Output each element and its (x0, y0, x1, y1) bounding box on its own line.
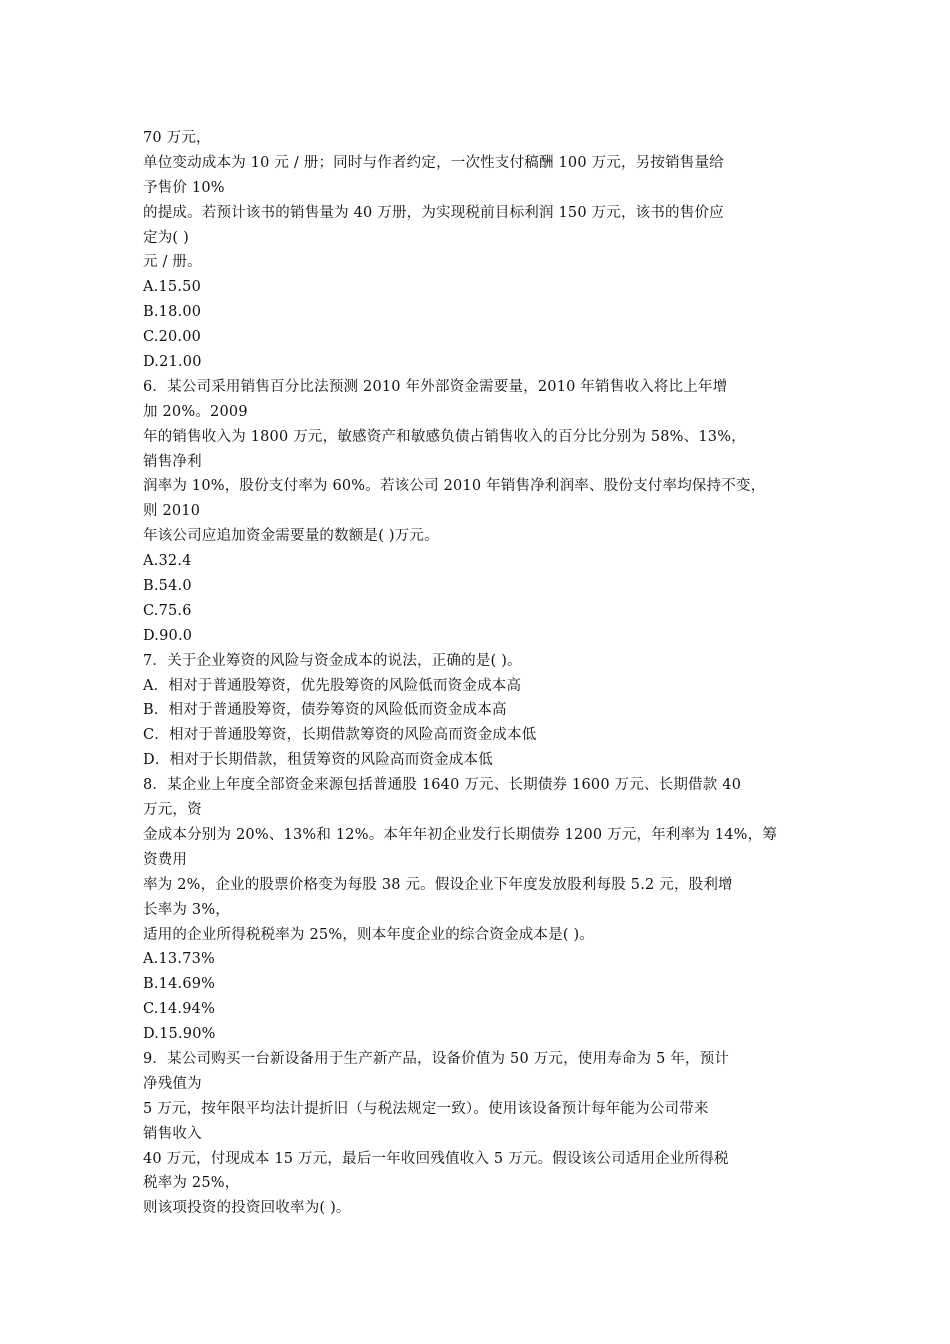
option-b: B.54.0 (143, 578, 192, 595)
text-line: 金成本分别为 20%、13%和 12%。本年年初企业发行长期债券 1200 万元，年利率为 14%，筹 (143, 826, 778, 843)
text-line: 40 万元，付现成本 15 万元，最后一年收回残值收入 5 万元。假设该公司适用企业所得税 (143, 1150, 729, 1167)
option-b: B．相对于普通股筹资，债券筹资的风险低而资金成本高 (143, 702, 507, 719)
option-b: B.18.00 (143, 304, 202, 321)
option-c: C.75.6 (143, 602, 192, 619)
text-line: 年该公司应追加资金需要量的数额是( )万元。 (143, 528, 439, 545)
text-line: 税率为 25%， (143, 1175, 240, 1192)
option-c: C．相对于普通股筹资，长期借款筹资的风险高而资金成本低 (143, 727, 537, 744)
text-line: 销售收入 (143, 1125, 202, 1142)
text-line: 资费用 (143, 851, 188, 868)
option-d: D.15.90% (143, 1026, 216, 1043)
text-line: 率为 2%，企业的股票价格变为每股 38 元。假设企业下年度发放股利每股 5.2 元，股利增 (143, 876, 733, 893)
option-b: B.14.69% (143, 976, 216, 993)
text-line: 5 万元，按年限平均法计提折旧（与税法规定一致）。使用该设备预计每年能为公司带来 (143, 1100, 709, 1117)
question-6-text: 6．某公司采用销售百分比法预测 2010 年外部资金需要量，2010 年销售收入将比上年增 (143, 378, 728, 395)
option-a: A.32.4 (143, 553, 192, 570)
option-a: A．相对于普通股筹资，优先股筹资的风险低而资金成本高 (143, 677, 522, 694)
option-a: A.15.50 (143, 279, 201, 296)
text-line: 单位变动成本为 10 元 / 册；同时与作者约定，一次性支付稿酬 100 万元，另按销售量给 (143, 154, 724, 171)
text-line: 年的销售收入为 1800 万元，敏感资产和敏感负债占销售收入的百分比分别为 58%、13%， (143, 428, 746, 445)
text-line: 销售净利 (143, 453, 202, 470)
option-d: D．相对于长期借款，租赁筹资的风险高而资金成本低 (143, 752, 493, 769)
question-8-text: 8．某企业上年度全部资金来源包括普通股 1640 万元、长期债券 1600 万元、长期借款 40 (143, 777, 742, 794)
question-7-text: 7．关于企业筹资的风险与资金成本的说法，正确的是( )。 (143, 652, 522, 669)
text-line: 70 万元， (143, 130, 211, 146)
option-c: C.14.94% (143, 1001, 216, 1018)
text-line: 净残值为 (143, 1075, 202, 1092)
text-line: 则 2010 (143, 503, 201, 520)
text-line: 长率为 3%， (143, 901, 231, 918)
option-c: C.20.00 (143, 329, 202, 346)
question-9-text: 9．某公司购买一台新设备用于生产新产品，设备价值为 50 万元，使用寿命为 5 年，预计 (143, 1050, 730, 1067)
option-d: D.21.00 (143, 354, 202, 371)
option-a: A.13.73% (143, 951, 215, 968)
text-line: 元 / 册。 (143, 254, 202, 271)
text-line: 的提成。若预计该书的销售量为 40 万册，为实现税前目标利润 150 万元，该书的售价应 (143, 204, 724, 221)
option-d: D.90.0 (143, 627, 193, 644)
text-line: 加 20%。2009 (143, 403, 248, 420)
text-line: 万元，资 (143, 802, 202, 819)
text-line: 润率为 10%，股份支付率为 60%。若该公司 2010 年销售净利润率、股份支付率均保持不变， (143, 478, 766, 495)
text-line: 适用的企业所得税税率为 25%，则本年度企业的综合资金成本是( )。 (143, 926, 595, 943)
text-line: 予售价 10% (143, 179, 225, 196)
text-line: 则该项投资的投资回收率为( )。 (143, 1200, 351, 1217)
text-line: 定为( ) (143, 229, 189, 246)
document-body (143, 126, 813, 1221)
